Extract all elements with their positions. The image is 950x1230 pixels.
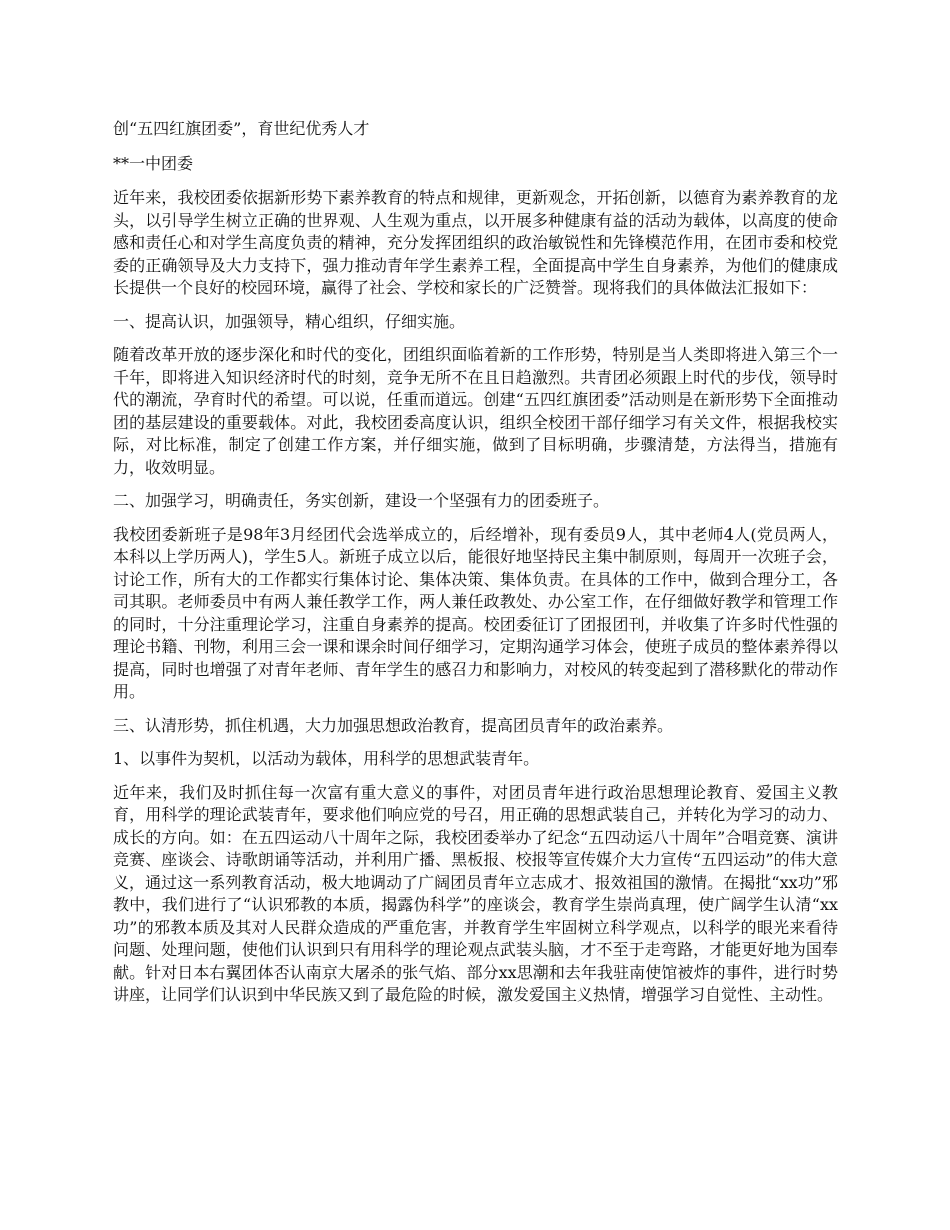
section-paragraph-2: 我校团委新班子是98年3月经团代会选举成立的，后经增补，现有委员9人，其中老师4人(党员两人，本科以上学历两人)，学生5人。新班子成立以后，能很好地坚持民主集中制原则，每周开一次班子会，讨论工作，所有大的工作都实行集体讨论、集体决策、集体负责。在具体的工作中，做到合理分工，各司其职。老师委员中有两人兼任教学工作，两人兼任政教处、办公室工作，在仔细做好教学和管理工作的同时，十分注重理论学习，注重自身素养的提高。校团委征订了团报团刊，并收集了许多时代性强的理论书籍、刊物，利用三会一课和课余时间仔细学习，定期沟通学习体会，使班子成员的整体素养得以提高，同时也增强了对青年老师、青年学生的感召力和影响力，对校风的转变起到了潜移默化的带动作用。 (113, 524, 838, 701)
section-paragraph-3-1: 近年来，我们及时抓住每一次富有重大意义的事件，对团员青年进行政治思想理论教育、爱国主义教育，用科学的理论武装青年，要求他们响应党的号召，用正确的思想武装自己，并转化为学习的动力、成长的方向。如：在五四运动八十周年之际，我校团委举办了纪念“五四动运八十周年”合唱竞赛、演讲竞赛、座谈会、诗歌朗诵等活动，并利用广播、黑板报、校报等宣传媒介大力宣传“五四运动”的伟大意义，通过这一系列教育活动，极大地调动了广阔团员青年立志成才、报效祖国的激情。在揭批“xx功”邪教中，我们进行了“认识邪教的本质，揭露伪科学”的座谈会，教育学生崇尚真理，使广阔学生认清“xx功”的邪教本质及其对人民群众造成的严重危害，并教育学生牢固树立科学观点，以科学的眼光来看待问题、处理问题，使他们认识到只有用科学的理论观点武装头脑，才不至于走弯路，才能更好地为国奉献。针对日本右翼团体否认南京大屠杀的张气焰、部分xx思潮和去年我驻南使馆被炸的事件，进行时势讲座，让同学们认识到中华民族又到了最危险的时候，激发爱国主义热情，增强学习自觉性、主动性。 (113, 782, 838, 1004)
subsection-heading-3-1: 1、以事件为契机，以活动为载体，用科学的思想武装青年。 (113, 749, 540, 768)
document-body (113, 118, 838, 1018)
section-heading-3: 三、认清形势，抓住机遇，大力加强思想政治教育，提高团员青年的政治素养。 (113, 715, 674, 735)
document-title: 创“五四红旗团委”，育世纪优秀人才 (113, 119, 370, 138)
section-paragraph-1: 随着改革开放的逐步深化和时代的变化，团组织面临着新的工作形势，特别是当人类即将进入第三个一千年，即将进入知识经济时代的时刻，竞争无所不在且日趋激烈。共青团必须跟上时代的步伐，领导时代的潮流，孕育时代的希望。可以说，任重而道远。创建“五四红旗团委”活动则是在新形势下全面推动团的基层建设的重要载体。对此，我校团委高度认识，组织全校团干部仔细学习有关文件，根据我校实际，对比标准，制定了创建工作方案，并仔细实施，做到了目标明确，步骤清楚，方法得当，措施有力，收效明显。 (113, 345, 838, 477)
intro-paragraph: 近年来，我校团委依据新形势下素养教育的特点和规律，更新观念，开拓创新，以德育为素养教育的龙头，以引导学生树立正确的世界观、人生观为重点，以开展多种健康有益的活动为载体，以高度的使命感和责任心和对学生高度负责的精神，充分发挥团组织的政治敏锐性和先锋模范作用，在团市委和校党委的正确领导及大力支持下，强力推动青年学生素养工程，全面提高中学生自身素养，为他们的健康成长提供一个良好的校园环境，赢得了社会、学校和家长的广泛赞誉。现将我们的具体做法汇报如下： (113, 188, 838, 297)
section-heading-1: 一、提高认识，加强领导，精心组织，仔细实施。 (113, 311, 466, 331)
section-heading-2: 二、加强学习，明确责任，务实创新，建设一个坚强有力的团委班子。 (113, 491, 610, 510)
document-author: **一中团委 (113, 153, 194, 173)
